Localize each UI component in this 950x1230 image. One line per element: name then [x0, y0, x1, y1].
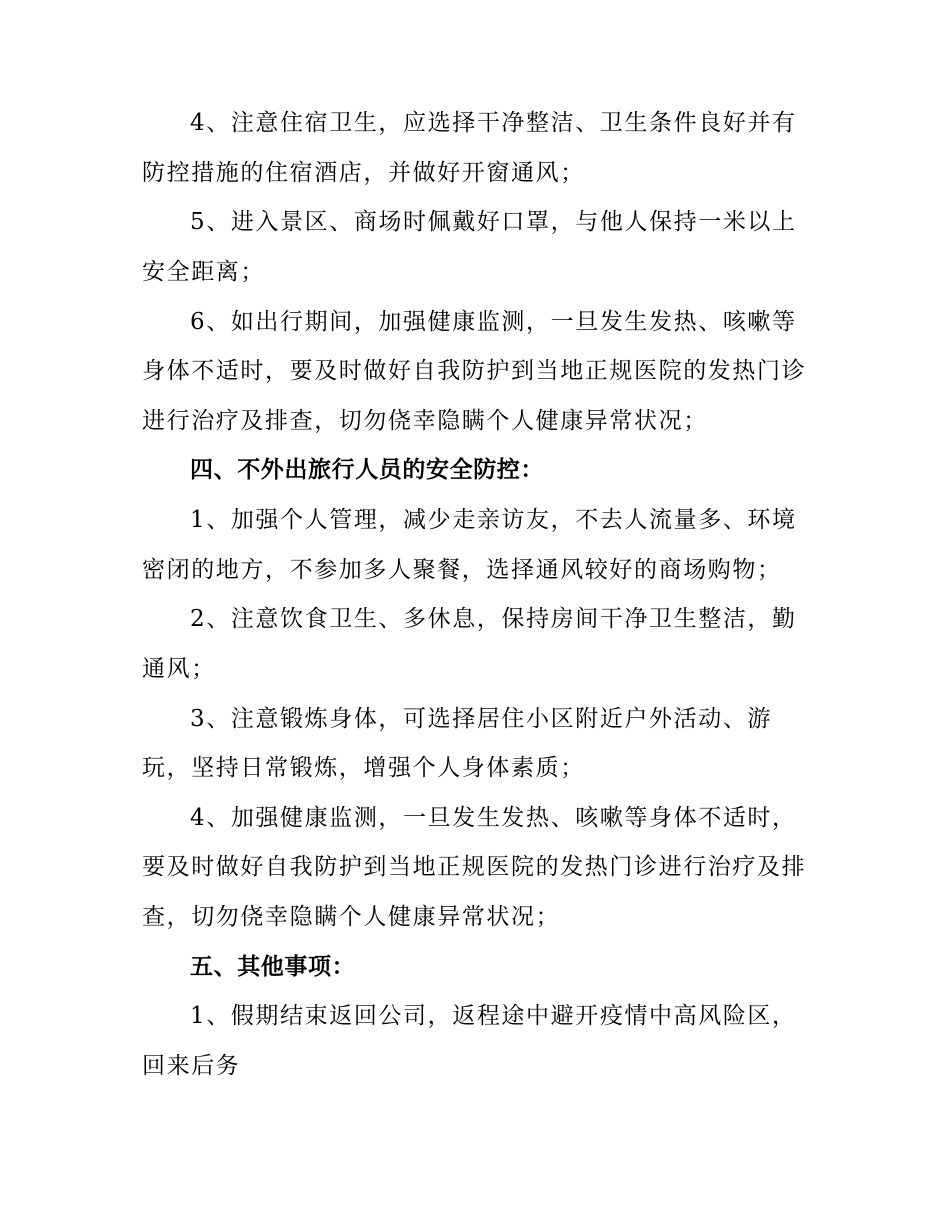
paragraph-line: 玩，坚持日常锻炼，增强个人身体素质；: [142, 755, 585, 781]
paragraph-line: 1、加强个人管理，减少走亲访友，不去人流量多、环境: [190, 507, 797, 533]
paragraph-line: 5、进入景区、商场时佩戴好口罩，与他人保持一米以上: [190, 209, 797, 235]
paragraph-line: 回来后务: [142, 1053, 241, 1079]
paragraph-line: 通风；: [142, 656, 216, 682]
paragraph-line: 2、注意饮食卫生、多休息，保持房间干净卫生整洁，勤: [190, 606, 797, 632]
paragraph-line: 6、如出行期间，加强健康监测，一旦发生发热、咳嗽等: [190, 309, 797, 335]
paragraph-line: 4、加强健康监测，一旦发生发热、咳嗽等身体不适时，: [190, 805, 797, 831]
paragraph-line: 防控措施的住宿酒店，并做好开窗通风；: [142, 160, 585, 186]
paragraph-line: 3、注意锻炼身体，可选择居住小区附近户外活动、游: [190, 706, 773, 732]
paragraph-line: 查，切勿侥幸隐瞒个人健康异常状况；: [142, 904, 561, 930]
paragraph-line: 1、假期结束返回公司，返程途中避开疫情中高风险区，: [190, 1003, 797, 1029]
section-heading: 五、其他事项：: [190, 954, 356, 980]
paragraph-line: 身体不适时，要及时做好自我防护到当地正规医院的发热门诊: [142, 358, 807, 384]
section-heading: 四、不外出旅行人员的安全防控：: [190, 457, 544, 483]
paragraph-line: 要及时做好自我防护到当地正规医院的发热门诊进行治疗及排: [142, 854, 807, 880]
paragraph-line: 安全距离；: [142, 259, 265, 285]
paragraph-line: 4、注意住宿卫生，应选择干净整洁、卫生条件良好并有: [190, 110, 797, 136]
paragraph-line: 密闭的地方，不参加多人聚餐，选择通风较好的商场购物；: [142, 557, 782, 583]
paragraph-line: 进行治疗及排查，切勿侥幸隐瞒个人健康异常状况；: [142, 408, 708, 434]
